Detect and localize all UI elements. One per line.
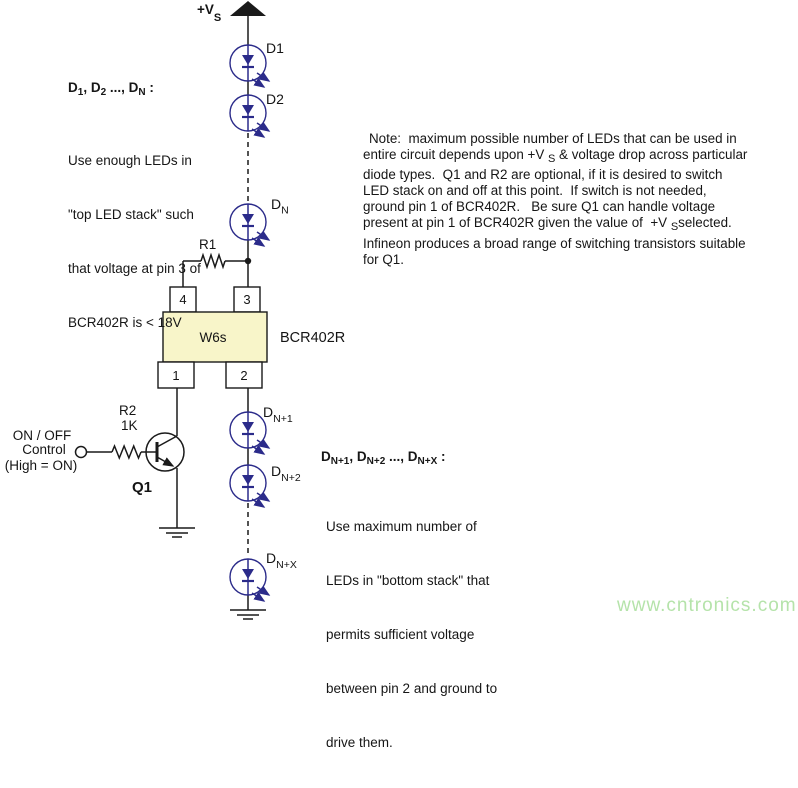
vs-label: $+V_S$ [197,2,222,24]
note-line: ground pin 1 of BCR402R. Be sure Q1 can handle voltage [363,199,716,215]
ic-marking: W6s [199,330,227,345]
note-line: diode types. Q1 and R2 are optional, if it is desired to switch [363,167,723,183]
bottom-stack-note-line: between pin 2 and ground to [326,681,498,696]
led-dn2-label: $D_{N+2}$ [271,463,301,484]
top-stack-note-line: that voltage at pin 3 of [68,261,201,276]
note-line: LED stack on and off at this point. If switch is not needed, [363,183,707,199]
led-dn1-label: $D_{N+1}$ [263,404,293,425]
junction-dot [245,258,251,264]
led-d1 [230,45,269,87]
r2-label: R2 [119,403,137,418]
note-line: Note: maximum possible number of LEDs that can be used in [369,131,737,146]
main-note [363,131,797,268]
note-line: present at pin 1 of BCR402R given the value of +V $_S$selected. [363,215,732,234]
ground-bottom-stack [230,610,266,619]
led-dn [230,204,269,246]
bottom-stack-heading: $D_{N+1}$, $D_{N+2}$ ..., $D_{N+X}$ : [321,449,446,467]
top-stack-heading: $D_1$, $D_2$ ..., $D_N$ : [68,80,154,98]
led-d2-label: D2 [266,91,284,107]
control-label-line2: Control [22,442,66,457]
pin1-number: 1 [172,368,180,383]
bottom-stack-note-line: permits sufficient voltage [326,627,475,642]
q1-label: Q1 [132,479,153,496]
bottom-stack-note-line: LEDs in "bottom stack" that [326,573,490,588]
bottom-stack-note-line: Use maximum number of [326,519,477,534]
led-dnx-label: $D_{N+X}$ [266,550,297,571]
top-stack-note-line: Use enough LEDs in [68,153,192,168]
note-line: Infineon produces a broad range of switching transistors suitable [363,235,746,251]
control-label-line1: ON / OFF [12,428,72,443]
pin3-number: 3 [243,292,251,307]
ground-q1 [159,528,195,537]
pin4-number: 4 [179,292,187,307]
top-stack-note [68,116,201,368]
bottom-stack-note-line: drive them. [326,735,393,750]
note-line: entire circuit depends upon +V $_S$ & voltage drop across particular [363,147,748,166]
led-d2 [230,95,269,137]
ic-part-number: BCR402R [280,330,346,346]
control-terminal [76,447,87,458]
watermark: www.cntronics.com [617,595,797,616]
note-line: for Q1. [363,251,404,267]
led-d1-label: D1 [266,40,284,56]
transistor-q1 [132,433,184,496]
control-input [5,403,157,473]
bottom-stack-note [326,482,497,788]
led-dnx [230,559,269,601]
resistor-r2 [112,446,141,458]
control-label-line3: (High = ON) [4,458,78,473]
led-dn2 [230,465,269,507]
vs-arrow-icon [230,1,266,16]
led-dn-label: $D_N$ [271,196,289,217]
top-stack-note-line: BCR402R is < 18V [68,315,182,330]
pin2-number: 2 [240,368,248,383]
r2-value: 1K [121,418,138,433]
r1-label: R1 [199,237,217,252]
top-stack-note-line: "top LED stack" such [68,207,194,222]
